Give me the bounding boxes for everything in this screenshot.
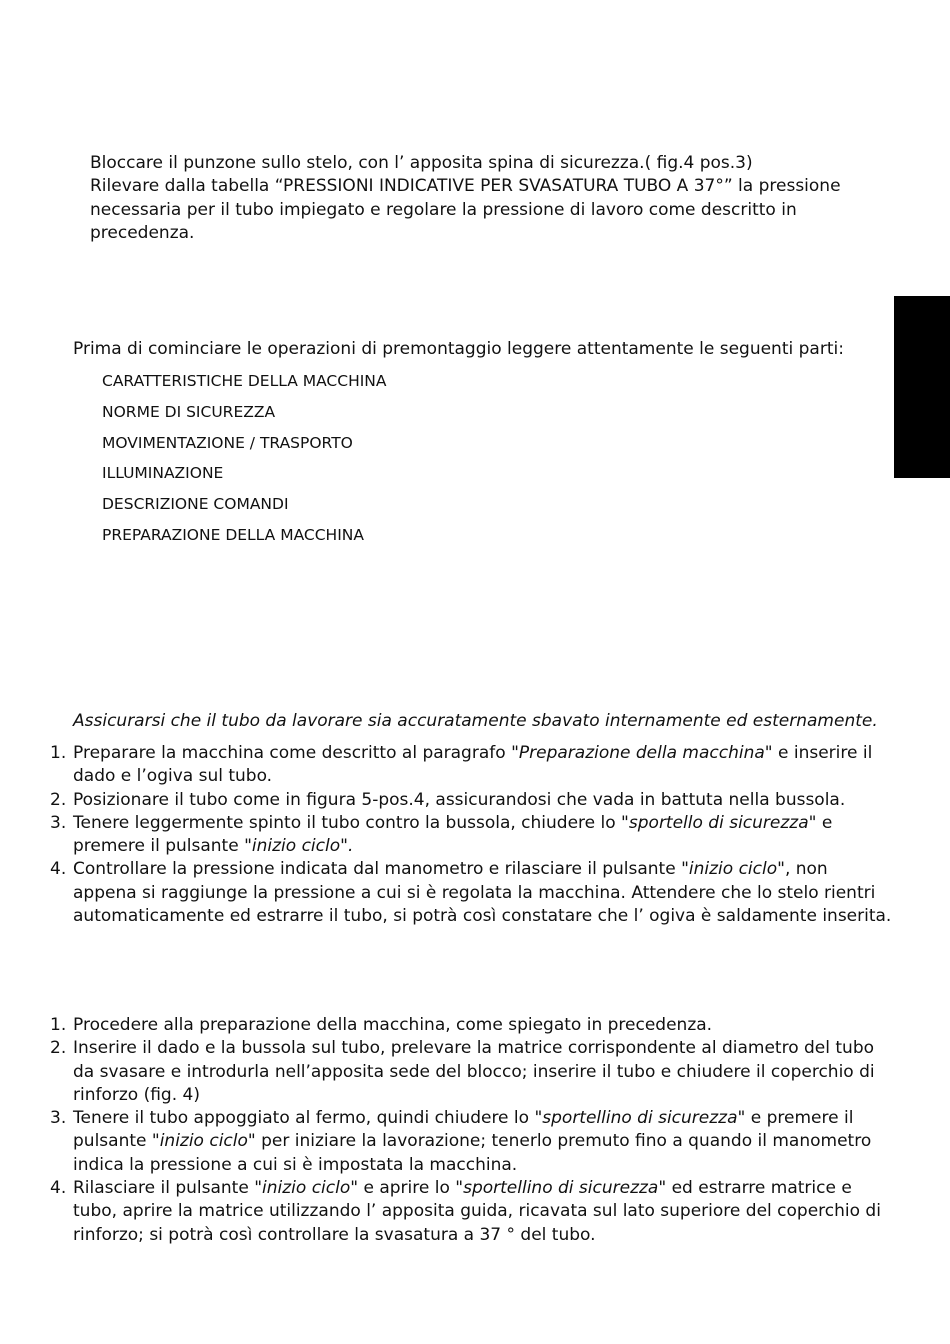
premount-intro: Prima di cominciare le operazioni di premontaggio leggere attentamente le seguenti parti: (73, 339, 844, 359)
step-line: Tenere il tubo appoggiato al fermo, quindi chiudere lo "sportellino di sicurezza" e premere il (73, 1108, 854, 1129)
step-line: rinforzo; si potrà così controllare la svasatura a 37 ° del tubo. (73, 1224, 596, 1245)
step-number: 1. (50, 743, 67, 763)
step-line: rinforzo (fig. 4) (73, 1084, 200, 1105)
step-line: premere il pulsante "inizio ciclo". (73, 836, 354, 857)
deburr-note: Assicurarsi che il tubo da lavorare sia accuratamente sbavato internamente ed esternamente. (73, 711, 878, 731)
step-line: automaticamente ed estrarre il tubo, si potrà così constatare che l’ ogiva è saldamente inserita. (73, 906, 892, 927)
list-item (0, 1014, 890, 1037)
step-line: Tenere leggermente spinto il tubo contro la bussola, chiudere lo "sportello di sicurezza" e (73, 812, 833, 833)
section-tab-marker (894, 296, 950, 478)
step-line: dado e l’ogiva sul tubo. (73, 766, 273, 787)
step-line: Controllare la pressione indicata dal manometro e rilasciare il pulsante "inizio ciclo", non (73, 859, 828, 880)
step-number: 4. (50, 859, 67, 880)
paragraph-line: necessaria per il tubo impiegato e regolare la pressione di lavoro come descritto in (90, 199, 797, 220)
list-item (0, 1037, 890, 1107)
list-item (0, 1107, 890, 1177)
step-line: indica la pressione a cui si è impostata la macchina. (73, 1154, 518, 1175)
step-line: tubo, aprire la matrice utilizzando l’ apposita guida, ricavata sul lato superiore del coperchio di (73, 1201, 881, 1222)
list-item: ILLUMINAZIONE (102, 464, 224, 483)
required-reading-list (102, 368, 387, 553)
list-item (0, 858, 890, 928)
step-number: 2. (50, 1038, 67, 1059)
list-item: DESCRIZIONE COMANDI (102, 495, 289, 514)
list-item: MOVIMENTAZIONE / TRASPORTO (102, 433, 353, 452)
punch-setup-paragraph (90, 152, 890, 245)
step-number: 2. (50, 789, 67, 810)
list-item (0, 1177, 890, 1247)
ogive-insertion-steps (0, 742, 890, 928)
step-line: Preparare la macchina come descritto al paragrafo "Preparazione della macchina" e inserire il (73, 743, 873, 763)
list-item (0, 789, 890, 812)
step-line: Posizionare il tubo come in figura 5-pos.4, assicurandosi che vada in battuta nella bussola. (73, 789, 846, 810)
paragraph-line: Rilevare dalla tabella “PRESSIONI INDICATIVE PER SVASATURA TUBO A 37°” la pressione (90, 176, 841, 197)
step-line: da svasare e introdurla nell’apposita sede del blocco; inserire il tubo e chiudere il coperchio di (73, 1061, 875, 1082)
step-line: appena si raggiunge la pressione a cui si è regolata la macchina. Attendere che lo stelo rientri (73, 882, 876, 903)
step-number: 1. (50, 1015, 67, 1035)
list-item: CARATTERISTICHE DELLA MACCHINA (102, 372, 387, 390)
step-number: 3. (50, 812, 67, 833)
step-number: 4. (50, 1178, 67, 1199)
step-line: Procedere alla preparazione della macchina, come spiegato in precedenza. (73, 1015, 713, 1035)
list-item (0, 742, 890, 789)
flaring-steps (0, 1014, 890, 1247)
paragraph-line: precedenza. (90, 222, 195, 243)
step-line: Rilasciare il pulsante "inizio ciclo" e aprire lo "sportellino di sicurezza" ed estrarre matrice e (73, 1178, 852, 1199)
list-item (0, 812, 890, 859)
step-line: Inserire il dado e la bussola sul tubo, prelevare la matrice corrispondente al diametro del tubo (73, 1038, 875, 1059)
list-item: PREPARAZIONE DELLA MACCHINA (102, 525, 364, 544)
list-item: NORME DI SICUREZZA (102, 402, 276, 421)
step-number: 3. (50, 1108, 67, 1129)
paragraph-line: Bloccare il punzone sullo stelo, con l’ apposita spina di sicurezza.( fig.4 pos.3) (90, 153, 753, 173)
step-line: pulsante "inizio ciclo" per iniziare la lavorazione; tenerlo premuto fino a quando il manometro (73, 1131, 872, 1152)
